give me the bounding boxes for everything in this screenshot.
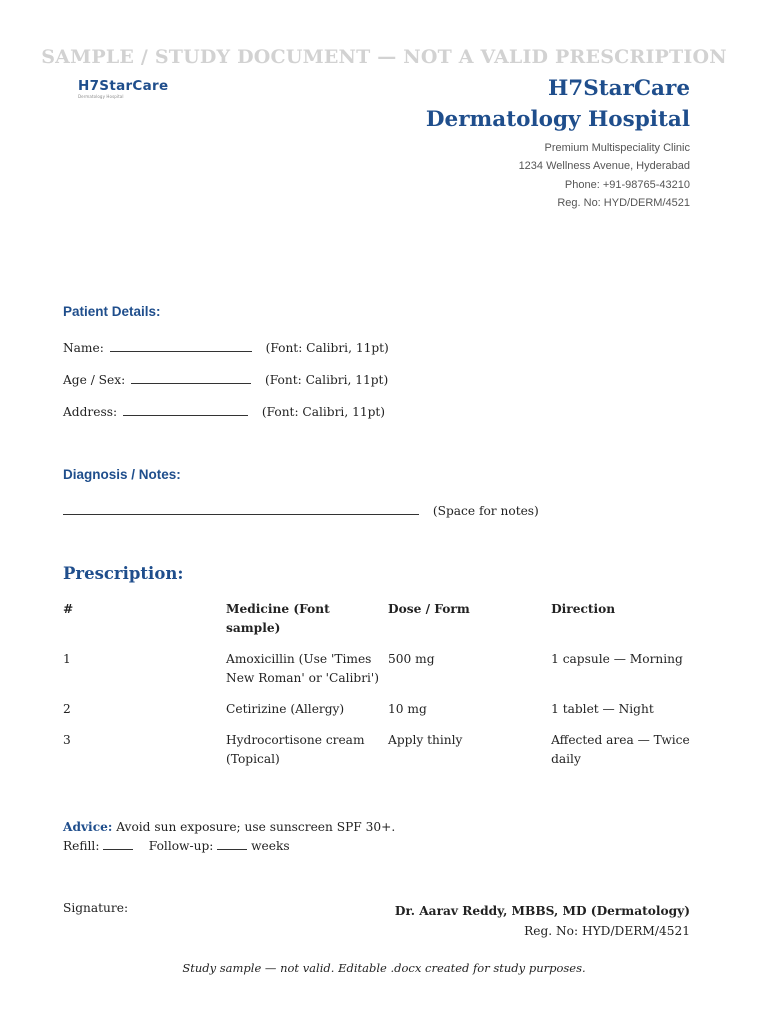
diagnosis-notes-blank[interactable] xyxy=(63,502,419,515)
patient-age-sex-hint: (Font: Calibri, 11pt) xyxy=(264,373,389,387)
followup-blank[interactable] xyxy=(217,837,247,850)
patient-name-field[interactable] xyxy=(63,339,389,355)
hospital-subtitle: Dermatology Hospital xyxy=(425,107,690,132)
table-header-row xyxy=(63,600,703,650)
signature-label: Signature: xyxy=(63,901,129,915)
row-medicine: Amoxicillin (Use 'Times New Roman' or 'Calibri') xyxy=(226,652,380,685)
refill-blank[interactable] xyxy=(103,837,133,850)
row-number: 3 xyxy=(63,733,71,747)
patient-age-sex-label: Age / Sex: xyxy=(63,373,126,387)
patient-age-sex-field[interactable] xyxy=(63,371,388,387)
row-number: 1 xyxy=(63,652,71,666)
hospital-contact xyxy=(426,139,690,212)
footer-note: Study sample — not valid. Editable .docx created for study purposes. xyxy=(182,961,586,975)
patient-address-hint: (Font: Calibri, 11pt) xyxy=(261,405,386,419)
row-medicine: Hydrocortisone cream (Topical) xyxy=(226,733,365,766)
column-header-medicine: Medicine (Font sample) xyxy=(226,602,330,635)
advice-label: Advice: xyxy=(63,820,113,834)
prescription-heading: Prescription: xyxy=(63,564,184,583)
row-dose: Apply thinly xyxy=(388,733,463,747)
clinic-type: Premium Multispeciality Clinic xyxy=(544,142,690,154)
patient-name-hint: (Font: Calibri, 11pt) xyxy=(265,341,389,355)
patient-age-sex-blank[interactable] xyxy=(131,371,251,384)
row-dose: 10 mg xyxy=(388,702,427,716)
table-row xyxy=(63,700,703,731)
table-row xyxy=(63,650,703,700)
doctor-name: Dr. Aarav Reddy, MBBS, MD (Dermatology) xyxy=(394,904,690,918)
row-direction: 1 tablet — Night xyxy=(551,702,654,716)
diagnosis-heading: Diagnosis / Notes: xyxy=(63,467,181,482)
patient-address-label: Address: xyxy=(63,405,118,419)
diagnosis-notes-hint: (Space for notes) xyxy=(432,504,539,518)
advice-text: Avoid sun exposure; use sunscreen SPF 30+. xyxy=(116,820,396,834)
refill-followup-line xyxy=(63,837,395,856)
row-direction: Affected area — Twice daily xyxy=(551,733,690,766)
patient-details-heading: Patient Details: xyxy=(63,304,161,319)
hospital-logo xyxy=(78,78,168,99)
column-header-dose: Dose / Form xyxy=(388,602,470,616)
clinic-address: 1234 Wellness Avenue, Hyderabad xyxy=(518,160,690,173)
watermark-text: SAMPLE / STUDY DOCUMENT — NOT A VALID PRESCRIPTION xyxy=(41,46,727,68)
doctor-registration: Reg. No: HYD/DERM/4521 xyxy=(524,924,690,938)
table-row xyxy=(63,731,703,781)
column-header-number: # xyxy=(63,602,74,616)
hospital-header xyxy=(426,73,690,212)
patient-name-blank[interactable] xyxy=(110,339,252,352)
followup-label: Follow-up: xyxy=(148,839,214,853)
diagnosis-notes-field[interactable] xyxy=(63,502,539,518)
advice-line xyxy=(63,818,395,837)
clinic-phone: Phone: +91-98765-43210 xyxy=(564,178,690,191)
clinic-registration: Reg. No: HYD/DERM/4521 xyxy=(557,196,690,209)
advice-block xyxy=(63,818,395,856)
patient-name-label: Name: xyxy=(63,341,104,355)
row-direction: 1 capsule — Morning xyxy=(551,652,683,666)
followup-unit: weeks xyxy=(251,839,290,853)
hospital-name: H7StarCare xyxy=(547,76,690,101)
row-dose: 500 mg xyxy=(388,652,435,666)
patient-address-blank[interactable] xyxy=(123,403,248,416)
refill-label: Refill: xyxy=(63,839,100,853)
doctor-block xyxy=(395,901,690,941)
patient-address-field[interactable] xyxy=(63,403,385,419)
row-number: 2 xyxy=(63,702,71,716)
row-medicine: Cetirizine (Allergy) xyxy=(226,702,345,716)
column-header-direction: Direction xyxy=(551,602,616,616)
logo-tagline: Dermatology Hospital xyxy=(78,94,124,99)
prescription-table xyxy=(63,600,703,781)
logo-name: H7StarCare xyxy=(78,78,169,94)
